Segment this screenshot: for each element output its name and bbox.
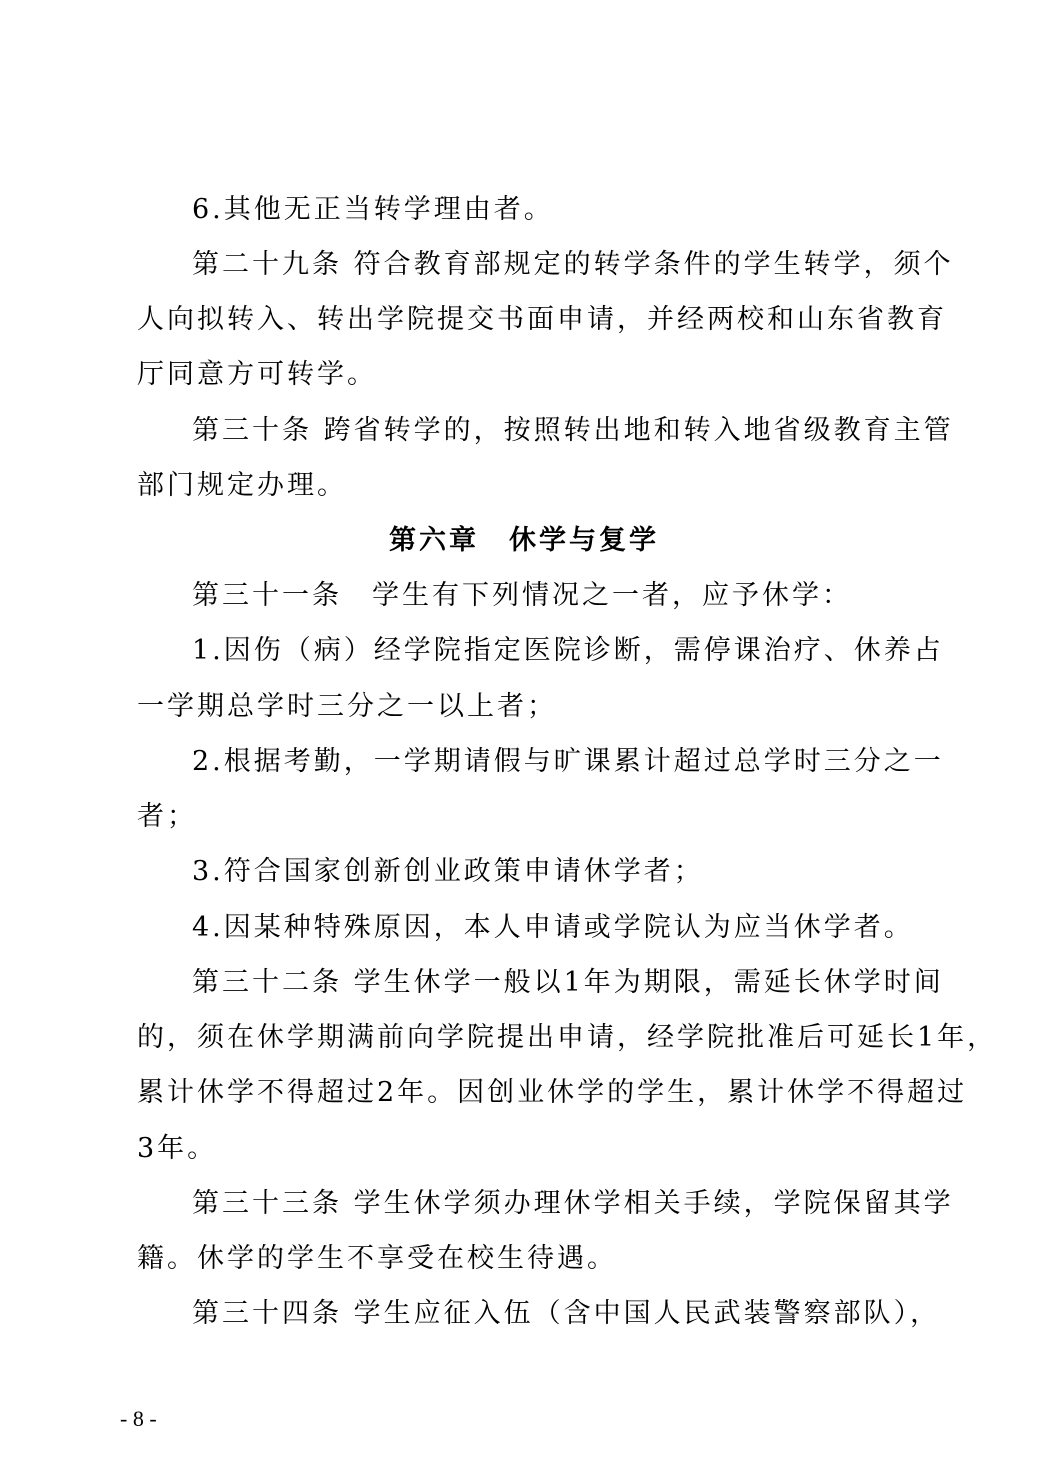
article-30-line-2: 部门规定办理。 bbox=[137, 470, 347, 501]
article-31-item-1-line-1: 1.因伤（病）经学院指定医院诊断，需停课治疗、休养占 bbox=[192, 635, 944, 666]
article-32-line-3: 累计休学不得超过2年。因创业休学的学生，累计休学不得超过 bbox=[137, 1077, 968, 1108]
chapter-heading: 第六章 休学与复学 bbox=[389, 525, 659, 556]
article-33-line-1: 第三十三条 学生休学须办理休学相关手续，学院保留其学 bbox=[192, 1188, 954, 1219]
article-31-item-4: 4.因某种特殊原因，本人申请或学院认为应当休学者。 bbox=[192, 912, 914, 943]
article-30-line-1: 第三十条 跨省转学的，按照转出地和转入地省级教育主管 bbox=[192, 415, 954, 446]
article-31-item-1-line-2: 一学期总学时三分之一以上者； bbox=[137, 691, 557, 722]
article-29-line-1: 第二十九条 符合教育部规定的转学条件的学生转学，须个 bbox=[192, 249, 954, 280]
article-32-line-1: 第三十二条 学生休学一般以1年为期限，需延长休学时间 bbox=[192, 967, 944, 998]
article-31-item-3: 3.符合国家创新创业政策申请休学者； bbox=[192, 856, 704, 887]
article-32-line-4: 3年。 bbox=[137, 1133, 218, 1164]
item-6-line: 6.其他无正当转学理由者。 bbox=[192, 194, 554, 225]
page-number: - 8 - bbox=[120, 1406, 157, 1431]
article-32-line-2: 的，须在休学期满前向学院提出申请，经学院批准后可延长1年， bbox=[137, 1022, 998, 1053]
article-29-line-3: 厅同意方可转学。 bbox=[137, 359, 377, 390]
article-29-line-2: 人向拟转入、转出学院提交书面申请，并经两校和山东省教育 bbox=[137, 304, 947, 335]
article-34-line-1: 第三十四条 学生应征入伍（含中国人民武装警察部队）， bbox=[192, 1298, 941, 1329]
article-31-item-2-line-1: 2.根据考勤，一学期请假与旷课累计超过总学时三分之一 bbox=[192, 746, 944, 777]
article-33-line-2: 籍。休学的学生不享受在校生待遇。 bbox=[137, 1243, 617, 1274]
article-31-item-2-line-2: 者； bbox=[137, 801, 197, 832]
article-31-line-1: 第三十一条 学生有下列情况之一者，应予休学： bbox=[192, 580, 852, 611]
